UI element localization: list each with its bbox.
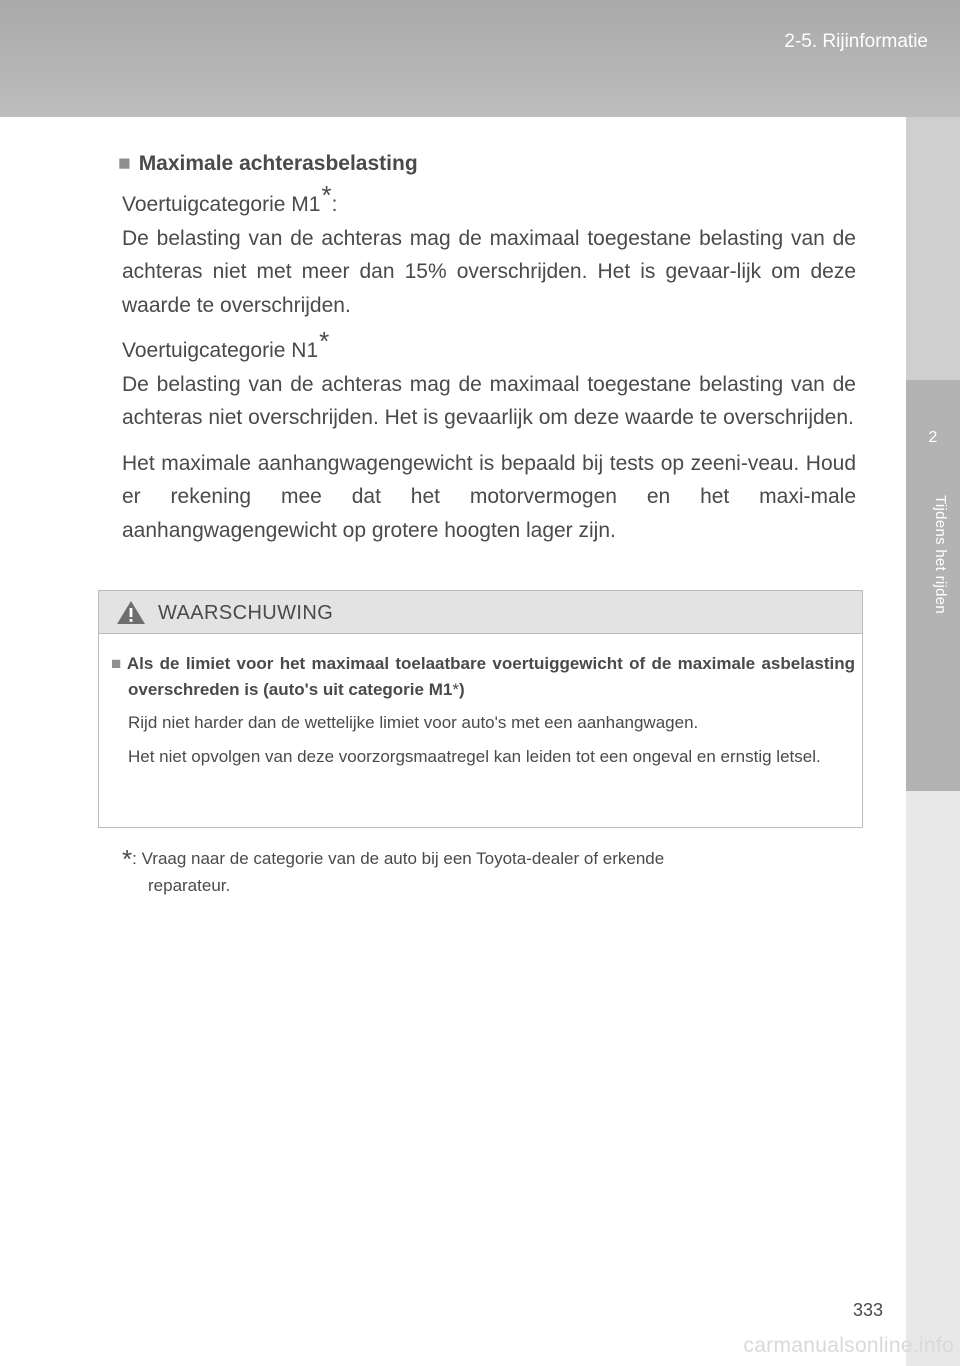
asterisk-mark: *: [321, 180, 332, 210]
paragraph-m1: De belasting van de achteras mag de maximaal toegestane belasting van de achteras niet met meer dan 15% overschrijden. Het is gevaar-lijk om deze waarde te overschrijden.: [122, 226, 856, 317]
header-band: [0, 0, 960, 117]
warning-paragraph-1: Rijd niet harder dan de wettelijke limiet voor auto's met een aanhangwagen.: [128, 713, 699, 732]
category-n1-label: Voertuigcategorie N1*: [122, 326, 330, 362]
chapter-side-tab: [906, 117, 960, 1366]
square-bullet-icon: ■: [118, 152, 131, 175]
footnote-text: : Vraag naar de categorie van de auto bij een Toyota-dealer of erkende: [132, 849, 665, 868]
category-m1-label: Voertuigcategorie M1*:: [122, 180, 338, 216]
warning-box: [98, 590, 863, 828]
heading-text: Maximale achterasbelasting: [138, 152, 418, 175]
warning-triangle-icon: [116, 600, 146, 625]
warning-subheading: ■ Als de limiet voor het maximaal toelaatbare voertuiggewicht of de maximale asbelasting overschreden is (auto's uit categorie M1*): [111, 654, 855, 699]
main-content: [118, 152, 856, 547]
footnote-asterisk: *: [122, 844, 133, 874]
footnote-text-continued: reparateur.: [148, 875, 231, 895]
side-tab-top: [906, 117, 960, 380]
paragraph-altitude: Het maximale aanhangwagengewicht is bepaald bij tests op zeeni-veau. Houd er rekening mee dat het motorvermogen en het maxi-male aanhangwagengewicht op grotere hoogten lager zijn.: [122, 451, 856, 542]
warning-paragraph-2: Het niet opvolgen van deze voorzorgsmaatregel kan leiden tot een ongeval en ernstig letsel.: [128, 746, 821, 766]
watermark: carmanualsonline.info: [743, 1334, 954, 1357]
section-heading: [118, 152, 856, 176]
warning-body: [111, 651, 855, 769]
chapter-number: 2: [928, 429, 938, 446]
chapter-label: Tijdens het rijden: [932, 495, 949, 615]
footnote: [122, 846, 856, 898]
page-number: 333: [853, 1300, 884, 1320]
warning-title: WAARSCHUWING: [158, 602, 334, 624]
side-tab-bottom: [906, 791, 960, 1366]
square-bullet-icon: ■: [111, 654, 123, 673]
section-title: 2-5. Rijinformatie: [784, 31, 928, 52]
asterisk-mark: *: [319, 326, 330, 356]
paragraph-n1: De belasting van de achteras mag de maximaal toegestane belasting van de achteras niet overschrijden. Het is gevaarlijk om deze waarde te overschrijden.: [122, 372, 856, 429]
warning-header: [99, 591, 862, 634]
